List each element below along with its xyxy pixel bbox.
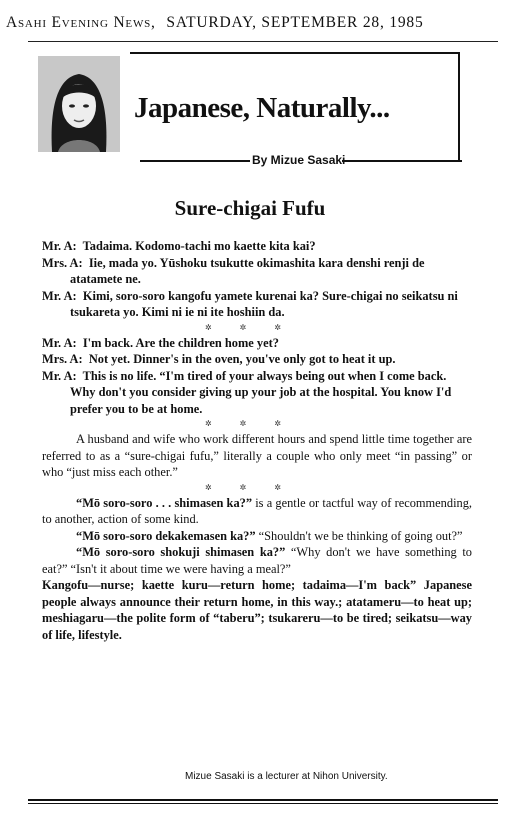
phrase: “Mō soro-soro . . . shimasen ka?” bbox=[76, 495, 253, 510]
speaker: Mr. A: bbox=[42, 335, 77, 350]
section-divider: ✲✲✲ bbox=[204, 482, 310, 492]
dialogue-line bbox=[42, 238, 472, 255]
dialogue-text: Iie, mada yo. Yūshoku tsukutte okimashita kara denshi renji de atatamete ne. bbox=[70, 255, 425, 286]
dialogue-line bbox=[42, 368, 472, 418]
byline-rule-left bbox=[140, 160, 250, 162]
section-divider: ✲✲✲ bbox=[204, 419, 310, 428]
section-divider: ✲✲✲ bbox=[204, 322, 310, 332]
paragraph bbox=[42, 544, 472, 577]
article-headline: Sure-chigai Fufu bbox=[174, 196, 326, 220]
dialogue-line bbox=[42, 335, 472, 352]
article-body bbox=[42, 238, 472, 643]
phrase-explanation: is a gentle or tactful way of recommending, to another, action of some kind. bbox=[42, 495, 472, 526]
speaker: Mrs. A: bbox=[42, 352, 83, 366]
phrase: “Mō soro-soro shokuji shimasen ka?” bbox=[76, 545, 286, 559]
author-portrait-image bbox=[38, 56, 120, 152]
speaker: Mr. A: bbox=[42, 368, 77, 383]
byline-rule-right bbox=[342, 160, 462, 162]
newspaper-name: Asahi Evening News, bbox=[6, 14, 156, 31]
speaker: Mrs. A: bbox=[42, 255, 83, 270]
author-credit: Mizue Sasaki is a lecturer at Nihon University. bbox=[185, 771, 388, 782]
author-photo bbox=[38, 56, 120, 152]
dialogue-line bbox=[42, 351, 472, 368]
dialogue-text: This is no life. “I'm tired of your always being out when I come back. Why don't you consider giving up your job at the hospital. You know I'd prefer you to be at home. bbox=[70, 368, 452, 416]
dialogue-line bbox=[42, 288, 472, 321]
byline: By Mizue Sasaki bbox=[252, 153, 346, 167]
bottom-rule bbox=[28, 799, 498, 801]
column-title: Japanese, Naturally... bbox=[134, 92, 390, 124]
dialogue-line bbox=[42, 255, 472, 288]
dialogue-text: I'm back. Are the children home yet? bbox=[82, 335, 279, 350]
speaker: Mr. A: bbox=[42, 239, 77, 253]
phrase: “Mō soro-soro dekakemasen ka?” bbox=[76, 528, 256, 543]
dialogue-text: Not yet. Dinner's in the oven, you've only got to heat it up. bbox=[88, 352, 396, 366]
masthead-rule bbox=[28, 41, 498, 42]
bottom-rule-thin bbox=[28, 803, 498, 804]
phrase-explanation: “Shouldn't we be thinking of going out?” bbox=[255, 528, 463, 543]
phrase-explanation: “Why don't we have something to eat?” “Isn't it about time we were having a meal?” bbox=[42, 545, 472, 576]
masthead bbox=[6, 14, 521, 32]
dialogue-text: Kimi, soro-soro kangofu yamete kurenai ka? Sure-chigai no seikatsu ni tsukareta yo. Kimi ni ie ni ite hoshiin da. bbox=[70, 288, 458, 319]
column-header bbox=[30, 52, 462, 167]
glossary: Kangofu—nurse; kaette kuru—return home; tadaima—I'm back” Japanese people always announce their return home, in this way.; atatameru—to heat up; meshiagaru—the polite form of “taberu”; tsukareru—to be tired; seikatsu—way of life, lifestyle. bbox=[42, 578, 472, 642]
publication-date: SATURDAY, SEPTEMBER 28, 1985 bbox=[166, 14, 424, 31]
explanation bbox=[42, 431, 472, 643]
paragraph bbox=[42, 528, 472, 545]
paragraph: A husband and wife who work different hours and spend little time together are referred to as a “sure-chigai fufu,” literally a couple who only meet “in passing” or who “just miss each other.” bbox=[42, 432, 472, 479]
paragraph bbox=[42, 495, 472, 528]
dialogue-text: Tadaima. Kodomo-tachi mo kaette kita kai? bbox=[82, 239, 316, 253]
speaker: Mr. A: bbox=[42, 288, 77, 303]
